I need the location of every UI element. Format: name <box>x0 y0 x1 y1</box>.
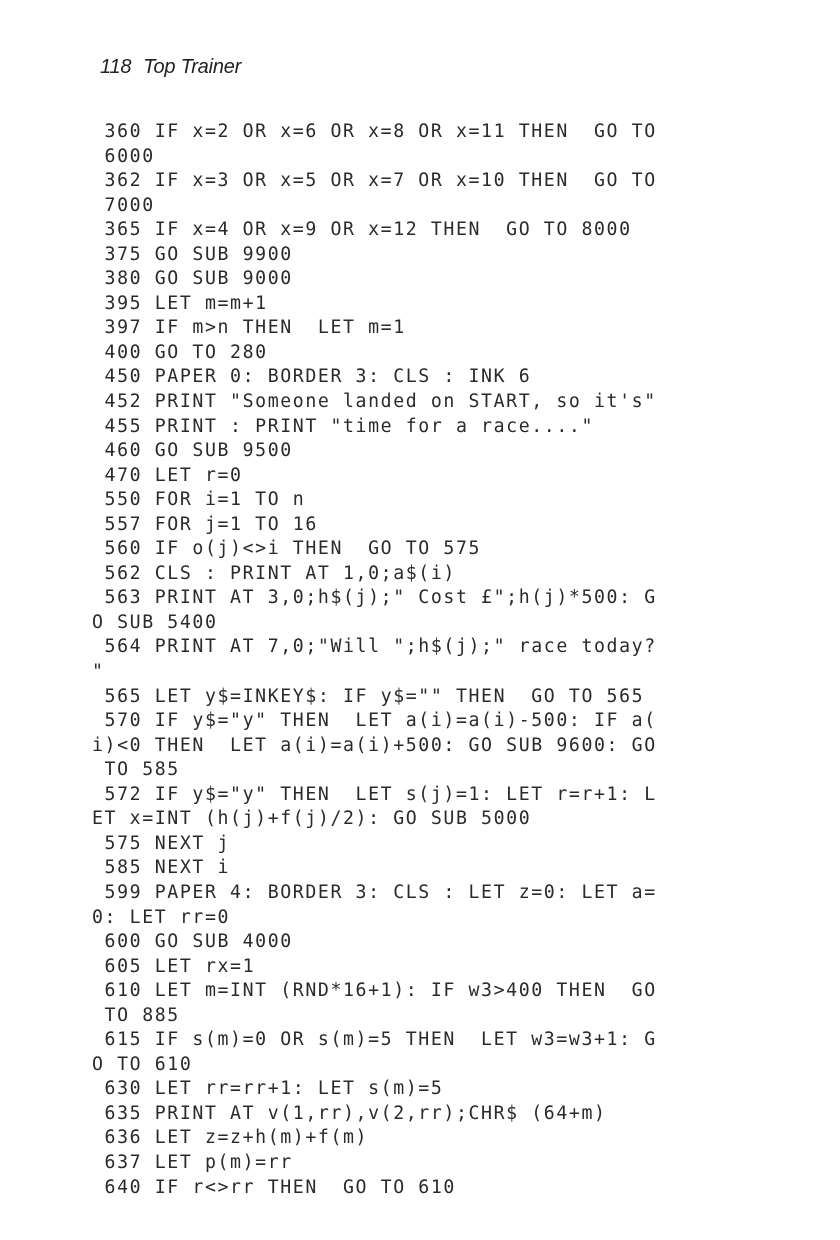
code-line: 6000 <box>92 145 155 167</box>
code-line: 400 GO TO 280 <box>92 341 268 363</box>
code-line: 375 GO SUB 9900 <box>92 243 293 265</box>
code-line: O TO 610 <box>92 1053 193 1075</box>
code-line: 610 LET m=INT (RND*16+1): IF w3>400 THEN GO <box>92 980 657 1002</box>
code-line: 7000 <box>92 194 155 216</box>
code-line: 563 PRINT AT 3,0;h$(j);" Cost £";h(j)*500: G <box>92 587 657 609</box>
code-line: 560 IF o(j)<>i THEN GO TO 575 <box>92 538 482 560</box>
code-line: 615 IF s(m)=0 OR s(m)=5 THEN LET w3=w3+1: G <box>92 1029 657 1051</box>
code-line: 572 IF y$="y" THEN LET s(j)=1: LET r=r+1: L <box>92 783 657 805</box>
code-line: 585 NEXT i <box>92 857 231 879</box>
code-line: 562 CLS : PRINT AT 1,0;a$(i) <box>92 562 456 584</box>
code-line: 455 PRINT : PRINT "time for a race...." <box>92 415 594 437</box>
running-header <box>100 56 241 79</box>
code-line: " <box>92 661 105 683</box>
code-line: 605 LET rx=1 <box>92 955 256 977</box>
code-line: 0: LET rr=0 <box>92 906 231 928</box>
code-line: 362 IF x=3 OR x=5 OR x=7 OR x=10 THEN GO TO <box>92 170 657 192</box>
code-line: O SUB 5400 <box>92 611 218 633</box>
code-line: 637 LET p(m)=rr <box>92 1151 293 1173</box>
basic-program-listing <box>92 120 742 1200</box>
page-number: 118 <box>100 56 132 78</box>
code-line: ET x=INT (h(j)+f(j)/2): GO SUB 5000 <box>92 808 532 830</box>
code-line: 550 FOR i=1 TO n <box>92 489 306 511</box>
book-title: Top Trainer <box>143 56 242 78</box>
code-line: 575 NEXT j <box>92 832 231 854</box>
code-line: 365 IF x=4 OR x=9 OR x=12 THEN GO TO 8000 <box>92 219 632 241</box>
code-line: 640 IF r<>rr THEN GO TO 610 <box>92 1176 456 1198</box>
code-line: 395 LET m=m+1 <box>92 292 268 314</box>
code-line: 635 PRINT AT v(1,rr),v(2,rr);CHR$ (64+m) <box>92 1102 607 1124</box>
code-line: 599 PAPER 4: BORDER 3: CLS : LET z=0: LET a= <box>92 881 657 903</box>
code-line: 570 IF y$="y" THEN LET a(i)=a(i)-500: IF a( <box>92 710 657 732</box>
code-line: 565 LET y$=INKEY$: IF y$="" THEN GO TO 565 <box>92 685 645 707</box>
code-line: 636 LET z=z+h(m)+f(m) <box>92 1127 369 1149</box>
code-line: 600 GO SUB 4000 <box>92 931 293 953</box>
code-line: 450 PAPER 0: BORDER 3: CLS : INK 6 <box>92 366 532 388</box>
code-line: 470 LET r=0 <box>92 464 243 486</box>
code-line: TO 885 <box>92 1004 180 1026</box>
code-line: 380 GO SUB 9000 <box>92 268 293 290</box>
code-line: 360 IF x=2 OR x=6 OR x=8 OR x=11 THEN GO TO <box>92 121 657 142</box>
code-line: 452 PRINT "Someone landed on START, so it's" <box>92 391 657 413</box>
code-line: 397 IF m>n THEN LET m=1 <box>92 317 406 339</box>
code-line: 564 PRINT AT 7,0;"Will ";h$(j);" race today? <box>92 636 657 658</box>
code-line: TO 585 <box>92 759 180 781</box>
code-line: 460 GO SUB 9500 <box>92 440 293 462</box>
code-line: 630 LET rr=rr+1: LET s(m)=5 <box>92 1078 444 1100</box>
code-line: 557 FOR j=1 TO 16 <box>92 513 318 535</box>
code-line: i)<0 THEN LET a(i)=a(i)+500: GO SUB 9600: GO <box>92 734 657 756</box>
